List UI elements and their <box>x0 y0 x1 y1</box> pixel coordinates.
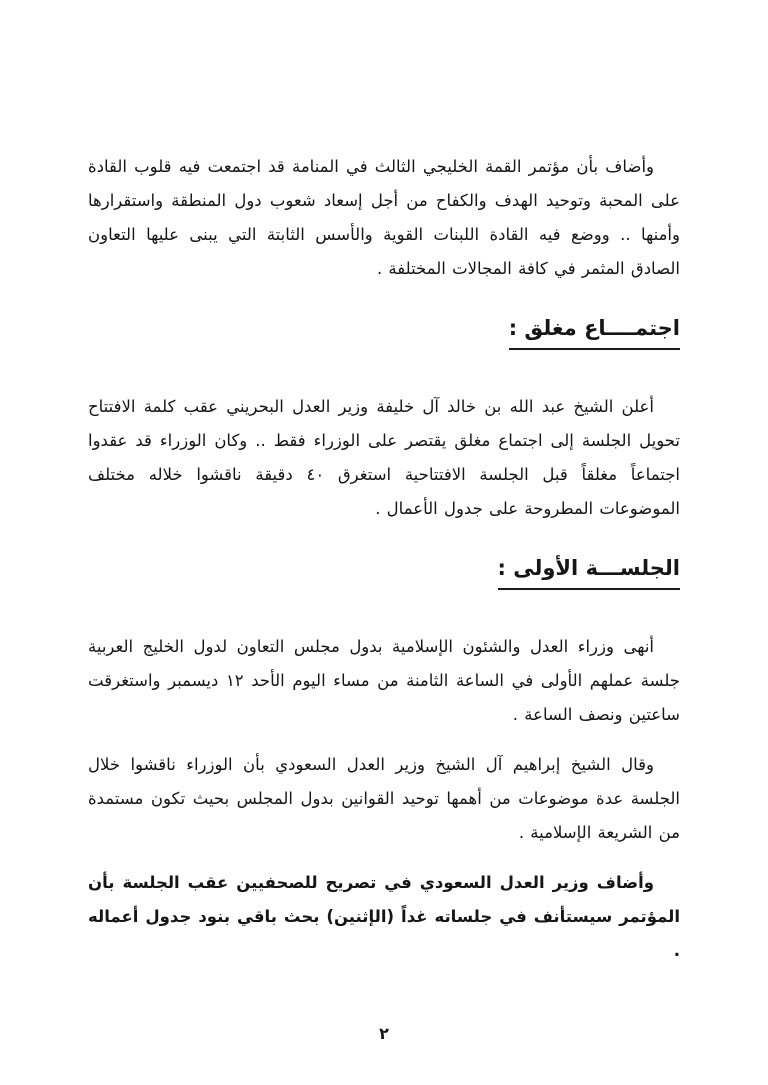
heading-first-session-text: الجلســـة الأولى : <box>498 556 680 590</box>
paragraph-summit-intro: وأضاف بأن مؤتمر القمة الخليجي الثالث في المنامة قد اجتمعت فيه قلوب القادة على المحبة وتوحيد الهدف والكفاح من أجل إسعاد شعوب دول المنطقة واستقرارها وأمنها .. ووضع فيه القادة اللبنات القوية والأسس الثابتة التي يبنى عليها التعاون الصادق المثمر في كافة المجالات المختلفة . <box>88 157 680 278</box>
heading-closed-meeting-text: اجتمــــاع مغلق : <box>509 316 680 350</box>
page-number: ٢ <box>379 1024 389 1043</box>
paragraph-saudi-minister-addition: وأضاف وزير العدل السعودي في تصريح للصحفيين عقب الجلسة بأن المؤتمر سيستأنف في جلساته غداً (الإثنين) بحث باقي بنود جدول أعماله . <box>88 873 680 961</box>
paragraph-saudi-minister-statement: وقال الشيخ إبراهيم آل الشيخ وزير العدل السعودي بأن الوزراء ناقشوا خلال الجلسة عدة موضوعات من أهمها توحيد القوانين بدول المجلس بحيث تكون مستمدة من الشريعة الإسلامية . <box>88 755 680 843</box>
heading-closed-meeting <box>88 316 680 350</box>
paragraph-closed-meeting: أعلن الشيخ عبد الله بن خالد آل خليفة وزير العدل البحريني عقب كلمة الافتتاح تحويل الجلسة إلى اجتماع مغلق يقتصر على الوزراء فقط .. وكان الوزراء قد عقدوا اجتماعاً مغلقاً قبل الجلسة الافتتاحية استغرق ٤٠ دقيقة ناقشوا خلاله مختلف الموضوعات المطروحة على جدول الأعمال . <box>88 397 680 519</box>
paragraph-first-session: أنهى وزراء العدل والشئون الإسلامية بدول مجلس التعاون لدول الخليج العربية جلسة عملهم الأولى في الساعة الثامنة من مساء اليوم الأحد ١٢ ديسمبر واستغرقت ساعتين ونصف الساعة . <box>88 637 680 725</box>
heading-first-session <box>88 556 680 590</box>
